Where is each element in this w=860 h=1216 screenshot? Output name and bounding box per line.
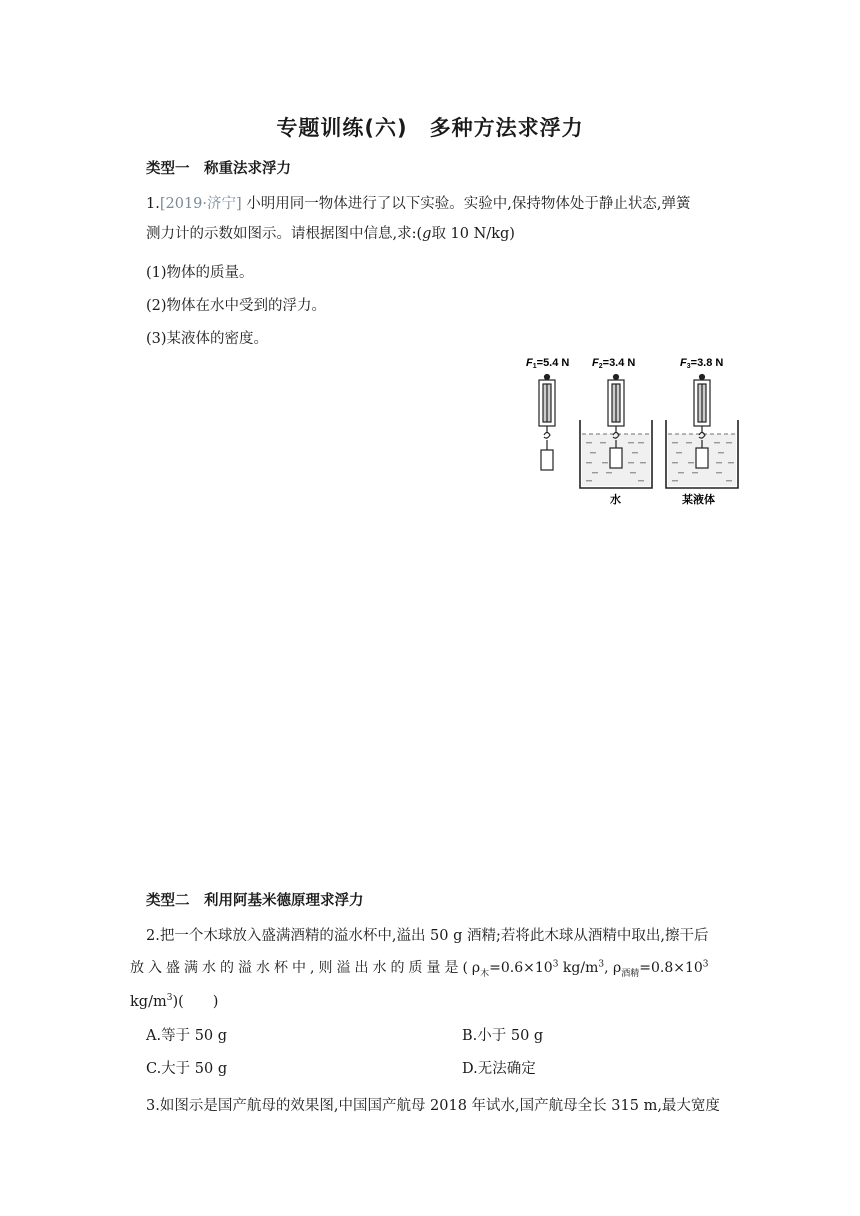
question-2-line-1: 2.把一个木球放入盛满酒精的溢水杯中,溢出 50 g 酒精;若将此木球从酒精中取出,擦干后	[146, 928, 709, 944]
rho-symbol: ρ	[612, 960, 622, 976]
question-text: 测力计的示数如图示。请根据图中信息,求:(	[146, 226, 423, 242]
section-heading-2: 类型二 利用阿基米德原理求浮力	[146, 893, 364, 909]
density-alcohol: =0.8×10	[639, 960, 703, 976]
option-c: C.大于 50 g	[146, 1061, 228, 1077]
question-1-part-3: (3)某液体的密度。	[146, 331, 269, 347]
question-number: 1.	[146, 196, 160, 212]
reading-label-f3: F3=3.8 N	[680, 357, 724, 370]
reading-label-f1: F1=5.4 N	[526, 357, 570, 370]
subscript-wood: 木	[480, 968, 490, 979]
question-source: [2019·济宁]	[159, 196, 242, 212]
separator: ,	[604, 960, 609, 976]
option-a: A.等于 50 g	[146, 1028, 228, 1044]
spring-scale-1	[539, 375, 555, 471]
section-heading-1: 类型一 称重法求浮力	[146, 161, 291, 177]
question-text: 取 10 N/kg)	[431, 226, 515, 242]
question-text: 小明用同一物体进行了以下实验。实验中,保持物体处于静止状态,弹簧	[246, 196, 691, 212]
exponent: 3	[166, 993, 173, 1004]
question-1-part-1: (1)物体的质量。	[146, 265, 254, 281]
reading-label-f2: F2=3.4 N	[592, 357, 636, 370]
spring-scale-2	[608, 375, 624, 469]
unit: kg/m	[130, 994, 167, 1010]
question-1-line-2	[146, 222, 515, 243]
subscript-alcohol: 酒精	[621, 968, 640, 979]
liquid-label: 某液体	[682, 494, 715, 506]
page-title: 专题训练(六) 多种方法求浮力	[276, 116, 584, 140]
spring-scale-figure	[520, 350, 740, 510]
option-d: D.无法确定	[462, 1061, 536, 1077]
rho-symbol: ρ	[471, 960, 481, 976]
density-wood: =0.6×10	[489, 960, 553, 976]
answer-blank: )( )	[172, 994, 219, 1010]
question-2-line-3	[130, 990, 218, 1011]
exponent: 3	[702, 959, 709, 970]
question-text: 放入盛满水的溢水杯中,则溢出水的质量是(	[130, 960, 472, 976]
water-label: 水	[610, 494, 621, 506]
exponent: 3	[552, 959, 559, 970]
option-b: B.小于 50 g	[462, 1028, 544, 1044]
question-3-line-1: 3.如图示是国产航母的效果图,中国国产航母 2018 年试水,国产航母全长 315 m,最大宽度	[146, 1098, 720, 1114]
spring-scale-3	[694, 375, 710, 469]
question-2-line-2	[130, 957, 709, 979]
exponent: 3	[598, 959, 605, 970]
gravity-symbol: g	[422, 226, 432, 242]
unit: kg/m	[558, 960, 599, 976]
question-1-line-1	[146, 192, 691, 213]
question-1-part-2: (2)物体在水中受到的浮力。	[146, 298, 327, 314]
